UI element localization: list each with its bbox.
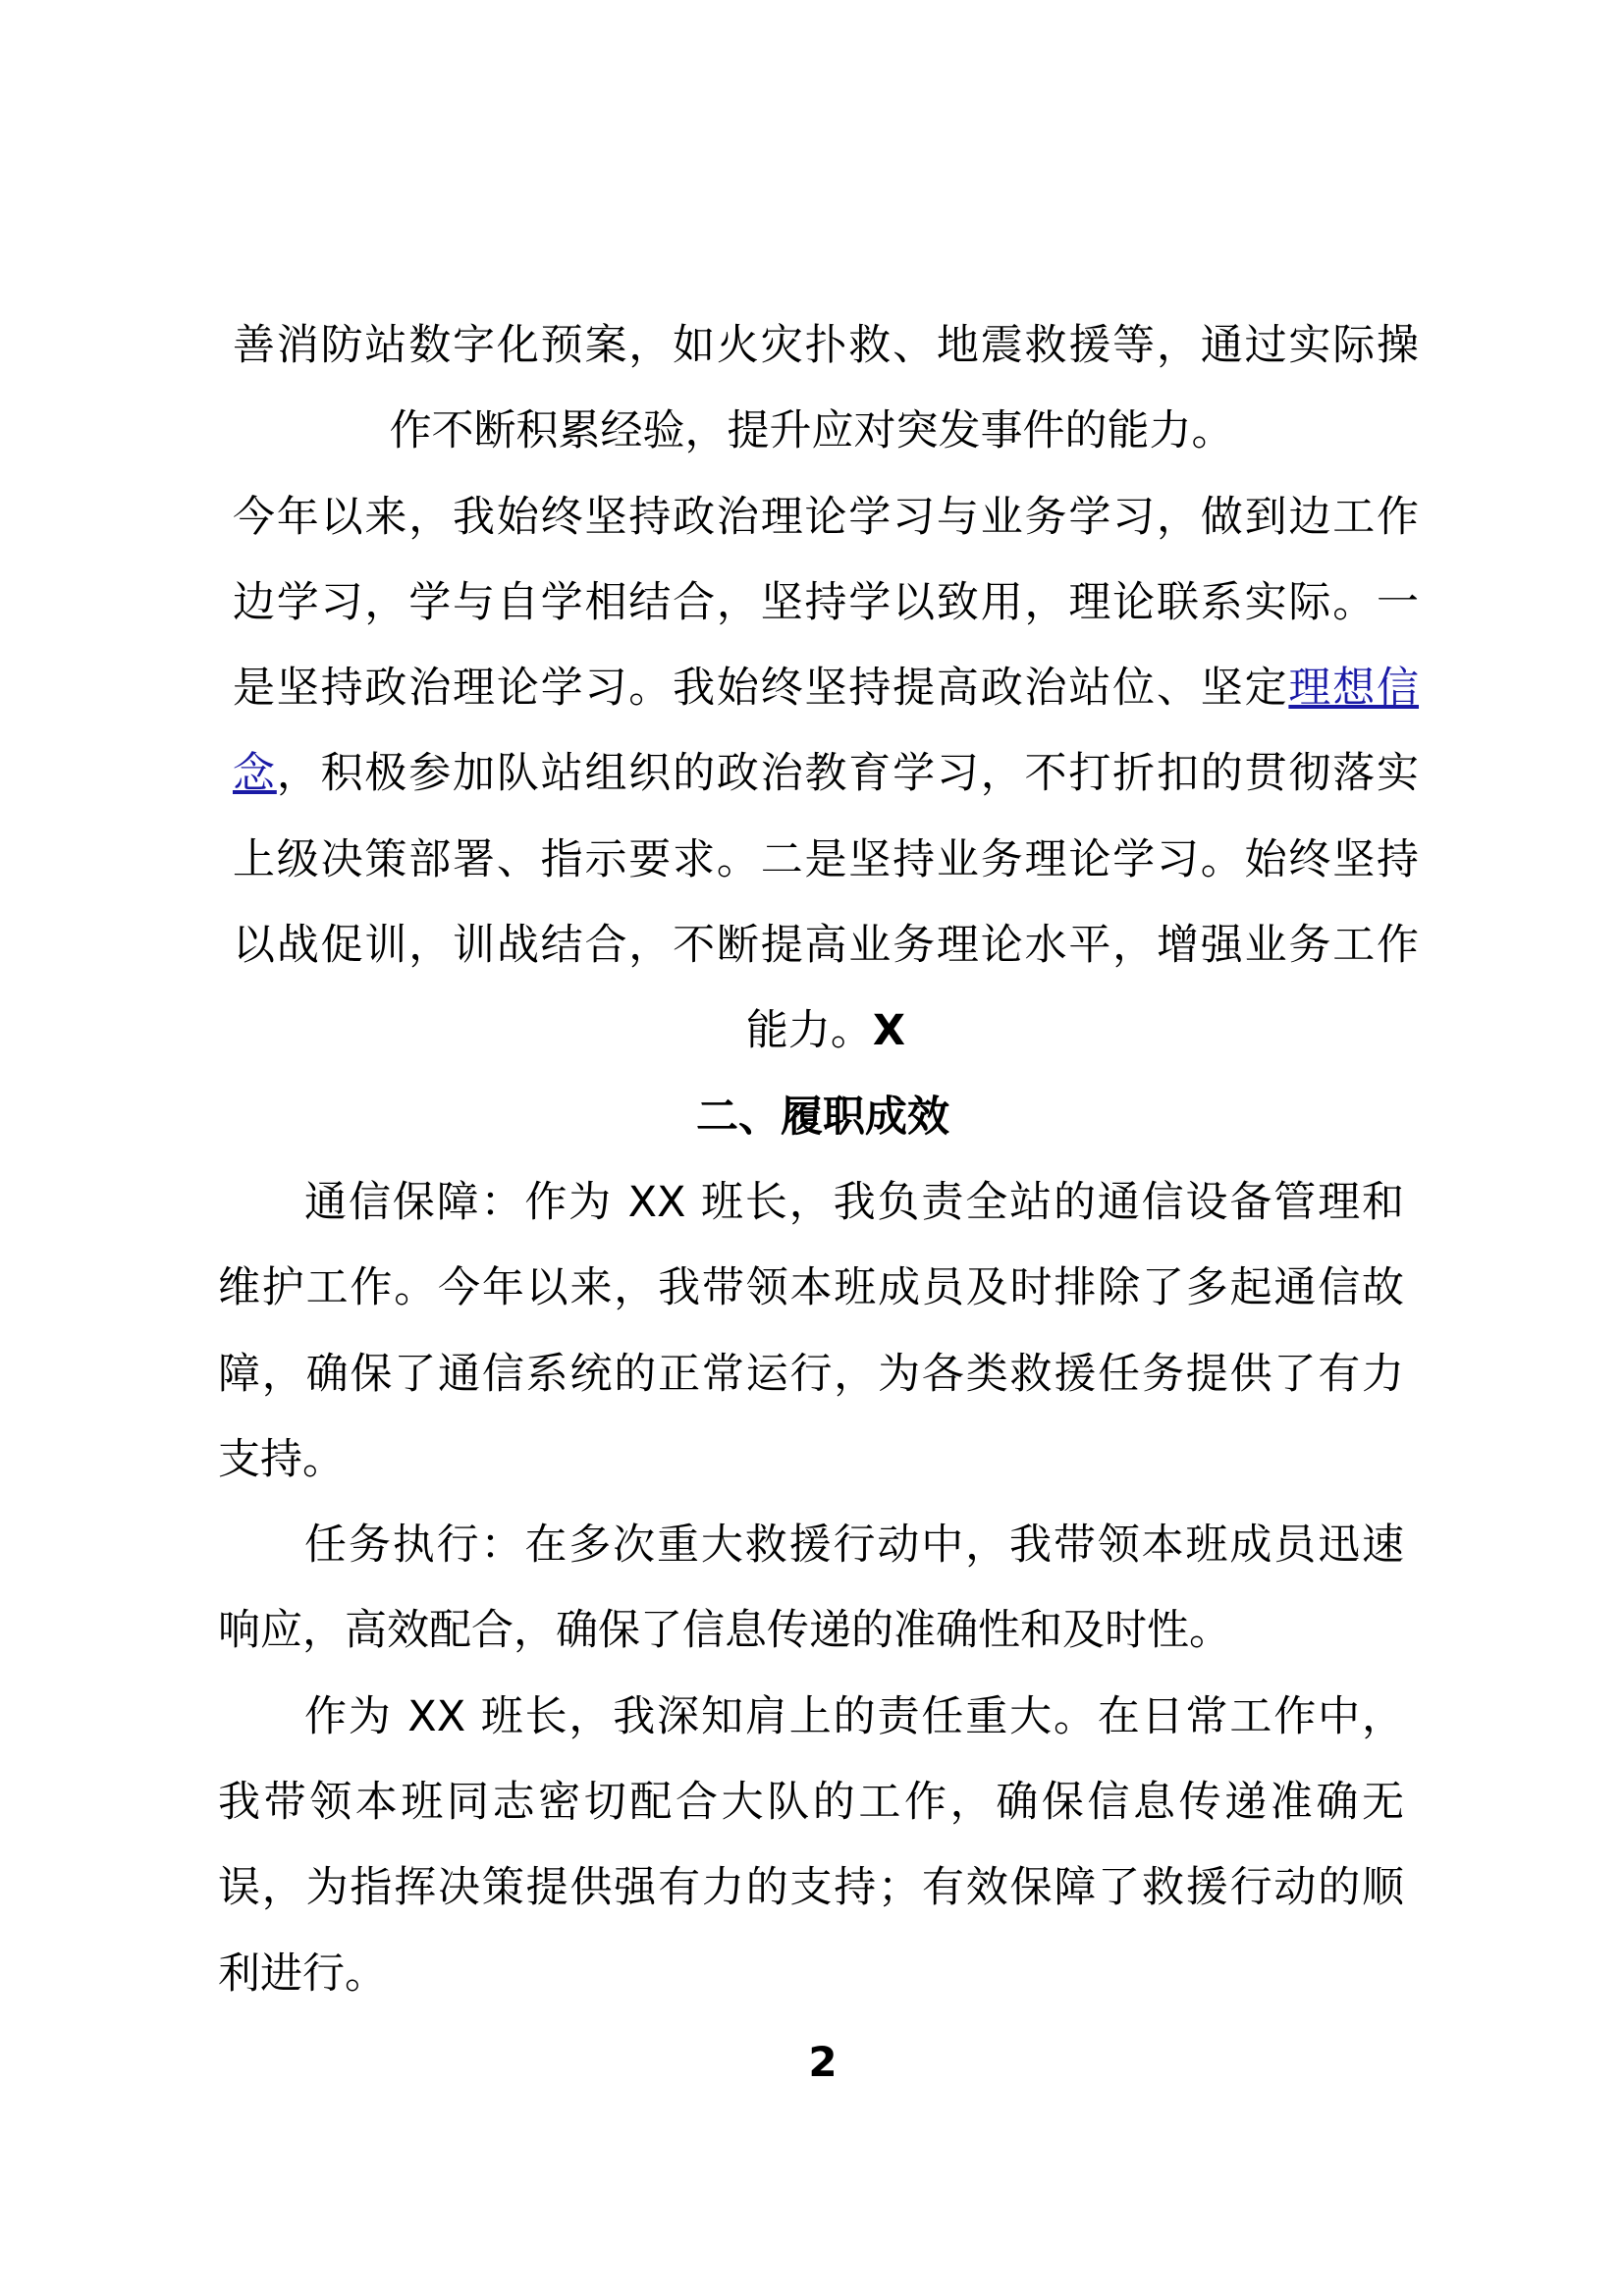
- document-body: [0, 303, 1623, 2017]
- page-number: 2: [808, 2038, 838, 2086]
- text-span: ，积极参加队站组织的政治教育学习，不打折扣的贯彻落实: [276, 749, 1420, 799]
- text-line: 我带领本班同志密切配合大队的工作，确保信息传递准确无: [218, 1778, 1404, 1828]
- text-line: 以战促训，训战结合，不断提高业务理论水平，增强业务工作: [233, 921, 1419, 971]
- link-ideal-belief-cont[interactable]: 念: [233, 749, 277, 799]
- text-line: 任务执行：在多次重大救援行动中，我带领本班成员迅速: [304, 1521, 1404, 1571]
- text-line: 利进行。: [218, 1949, 387, 1999]
- text-line: 维护工作。今年以来，我带领本班成员及时排除了多起通信故: [218, 1263, 1404, 1313]
- text-line: 误，为指挥决策提供强有力的支持；有效保障了救援行动的顺: [218, 1863, 1404, 1913]
- text-line: 作为 XX 班长，我深知肩上的责任重大。在日常工作中，: [304, 1691, 1404, 1741]
- text-line: 上级决策部署、指示要求。二是坚持业务理论学习。始终坚持: [233, 834, 1419, 884]
- x-mark: X: [872, 1006, 906, 1056]
- text-line: 支持。: [218, 1434, 345, 1484]
- text-line: 作不断积累经验，提升应对突发事件的能力。: [389, 406, 1234, 456]
- text-line: [233, 646, 1419, 731]
- text-line: [233, 731, 1419, 817]
- text-span: 是坚持政治理论学习。我始终坚持提高政治站位、坚定: [233, 664, 1289, 714]
- text-line: 善消防站数字化预案，如火灾扑救、地震救援等，通过实际操: [233, 321, 1419, 370]
- text-span: 能力。: [745, 1006, 873, 1056]
- text-line: 响应，高效配合，确保了信息传递的准确性和及时性。: [218, 1606, 1231, 1656]
- text-line: 通信保障：作为 XX 班长，我负责全站的通信设备管理和: [304, 1177, 1404, 1227]
- text-line: 今年以来，我始终坚持政治理论学习与业务学习，做到边工作: [233, 492, 1419, 542]
- text-line: [0, 988, 1623, 1074]
- text-line: 边学习，学与自学相结合，坚持学以致用，理论联系实际。一: [233, 577, 1419, 627]
- link-ideal-belief[interactable]: 理想信: [1288, 664, 1420, 714]
- text-line: 障，确保了通信系统的正常运行，为各类救援任务提供了有力: [218, 1349, 1404, 1399]
- section-heading: 二、履职成效: [696, 1092, 949, 1142]
